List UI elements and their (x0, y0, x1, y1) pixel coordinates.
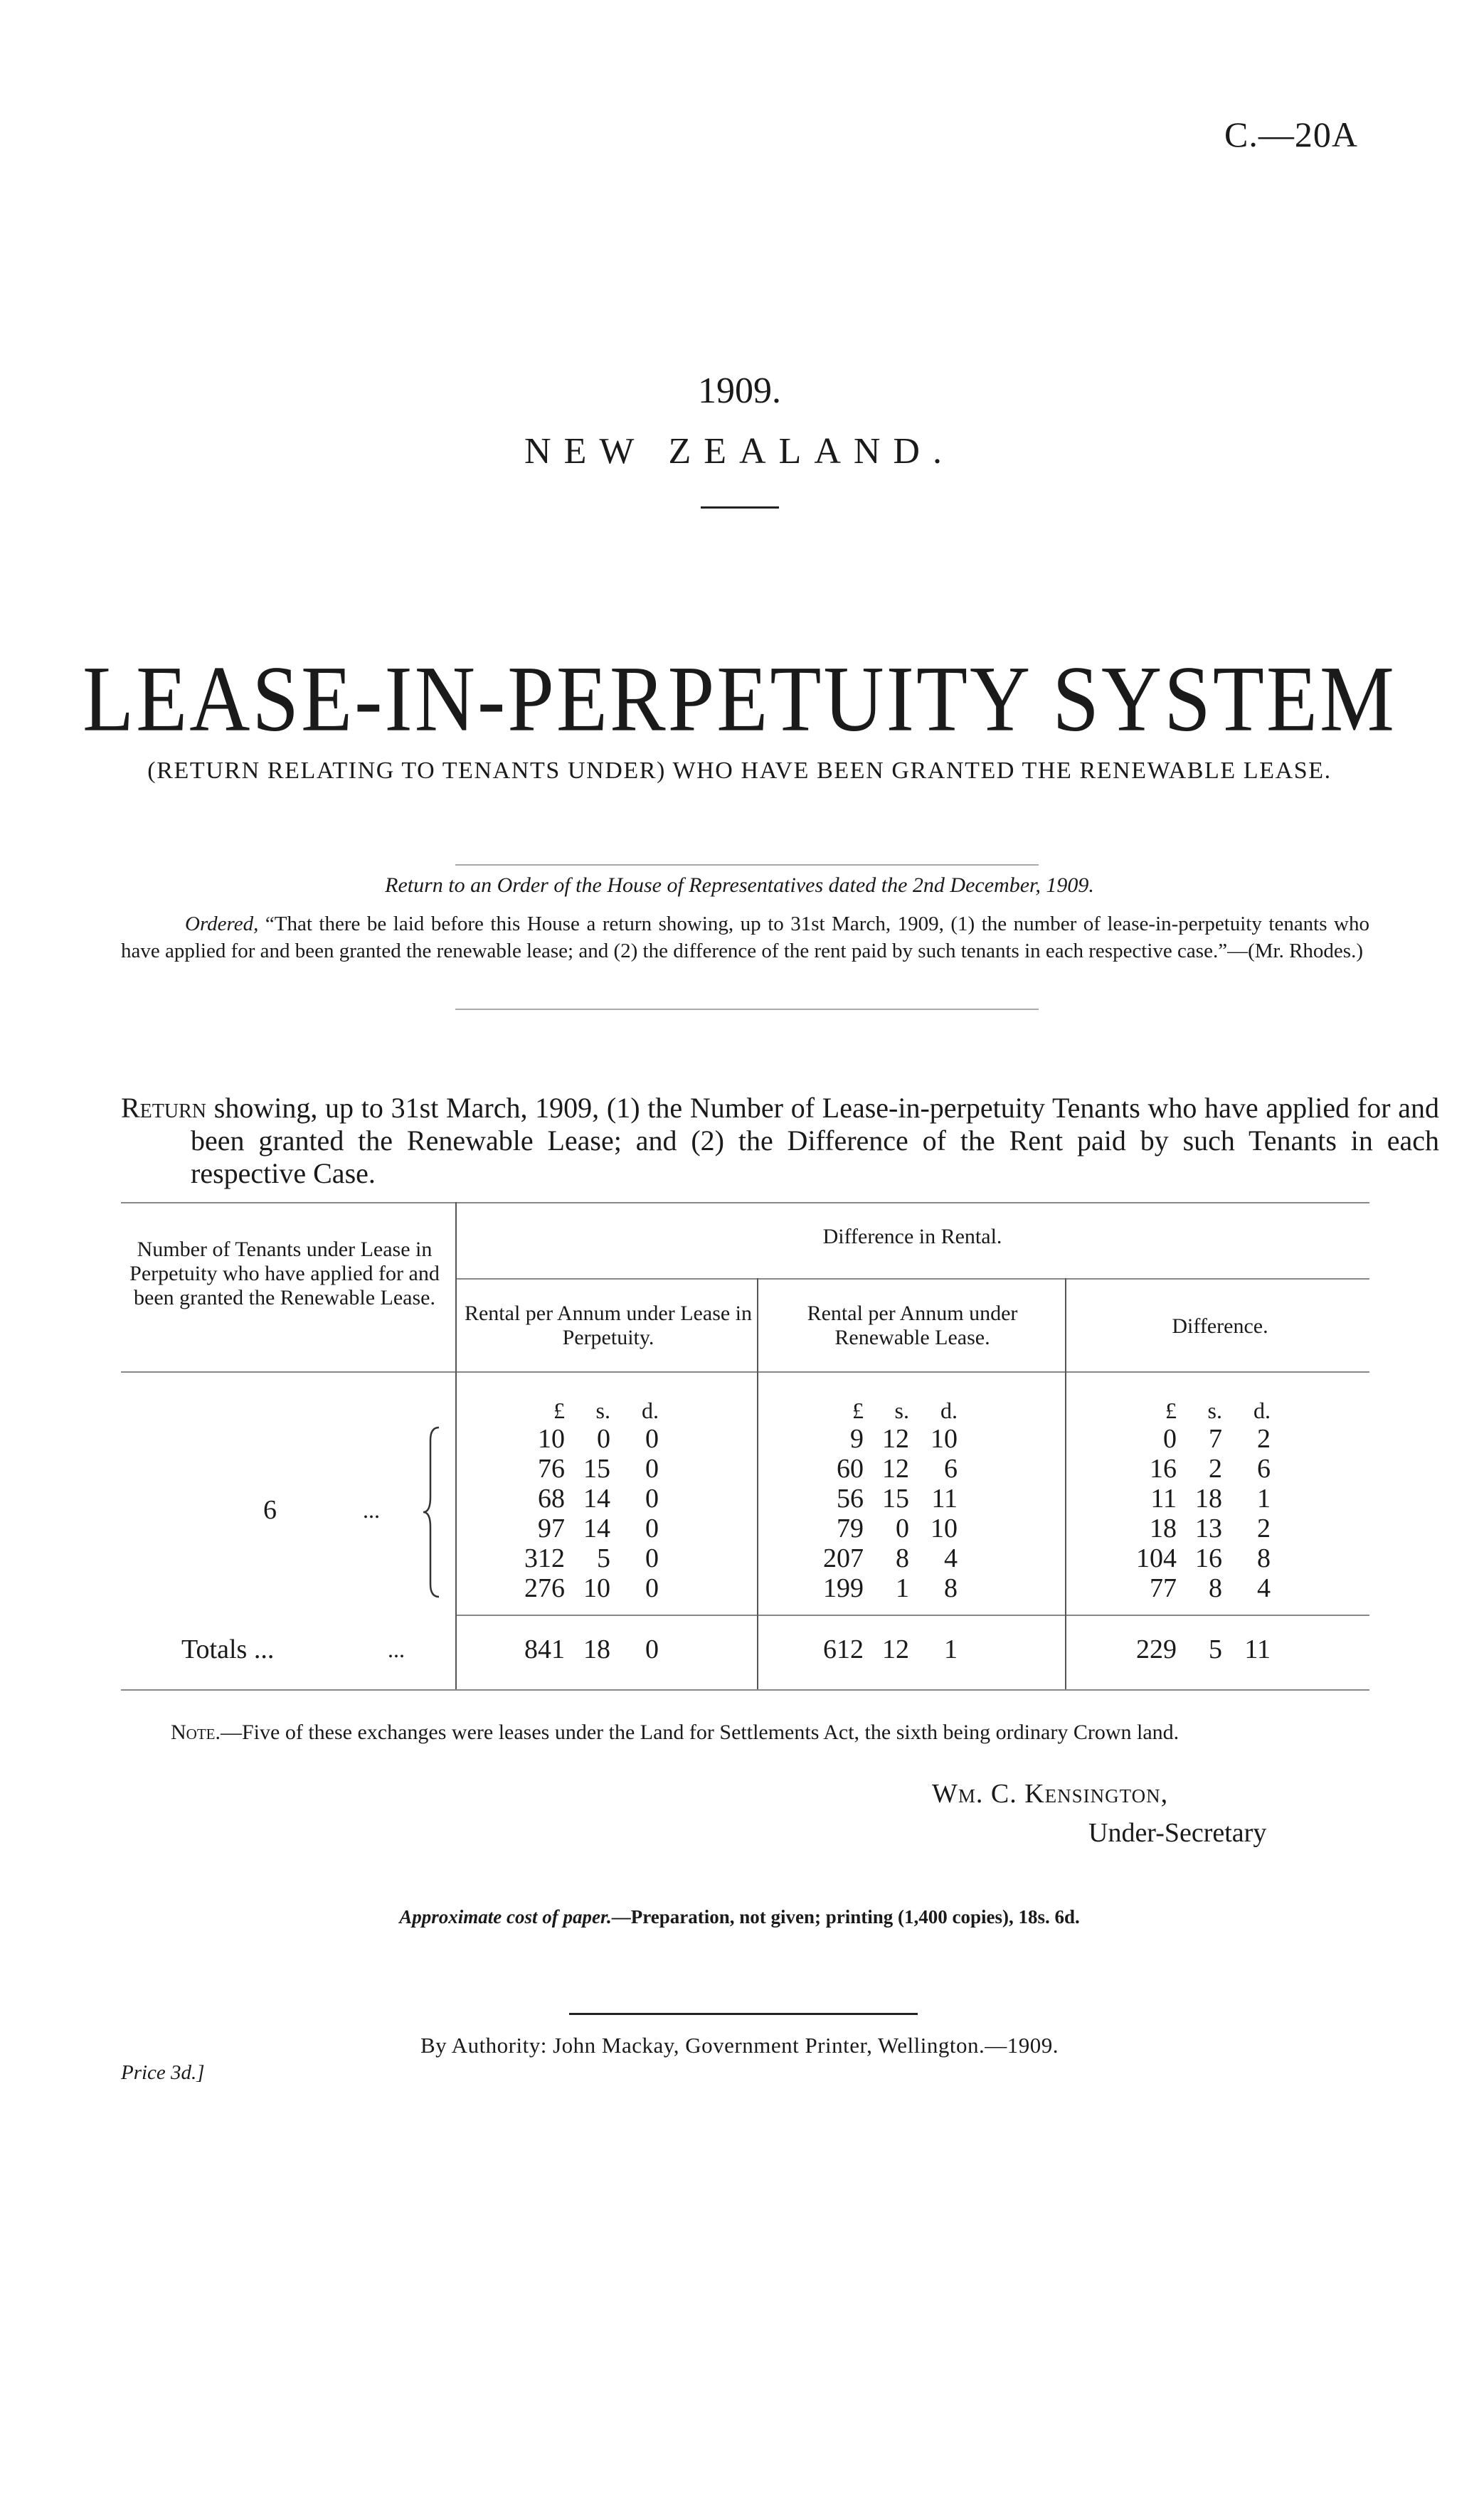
cell-shillings: 14 (583, 1514, 610, 1543)
cost-line (0, 1906, 1479, 1928)
cell-pence: 6 (944, 1454, 958, 1484)
row-renewable (804, 1543, 958, 1573)
row-renewable (804, 1454, 958, 1484)
totals-label: Totals ... (181, 1634, 275, 1664)
totals-pounds: 229 (1136, 1634, 1177, 1664)
note (121, 1720, 1369, 1745)
cell-pounds: 312 (524, 1543, 565, 1573)
totals-dots: ... (388, 1637, 405, 1662)
cell-shillings: 16 (1195, 1543, 1222, 1573)
row-renewable (804, 1484, 958, 1514)
cell-pence: 0 (645, 1454, 659, 1484)
header-rental-renewable: Rental per Annum under Renewable Lease. (807, 1302, 1018, 1349)
cell-pounds: 68 (538, 1484, 565, 1514)
unit-pounds: £ (1165, 1398, 1177, 1423)
cell-shillings: 13 (1195, 1514, 1222, 1543)
unit-pence: d. (642, 1398, 659, 1423)
row-renewable (804, 1573, 958, 1603)
cell-pence: 1 (1257, 1484, 1271, 1514)
header-tenants: Number of Tenants under Lease in Perpetuity who have applied for and been granted the Renewable Lease. (129, 1238, 440, 1309)
unit-shillings: s. (1207, 1398, 1222, 1423)
table-bottom-rule (121, 1689, 1369, 1691)
cell-pence: 4 (944, 1543, 958, 1573)
table-top-rule (121, 1202, 1369, 1203)
return-intro (121, 1092, 1439, 1190)
row-perpetuity (505, 1424, 659, 1454)
cell-pounds: 97 (538, 1514, 565, 1543)
header-difference: Difference. (1172, 1314, 1268, 1338)
totals-perpetuity (505, 1634, 659, 1664)
document-subtitle: (RETURN RELATING TO TENANTS UNDER) WHO HAVE BEEN GRANTED THE RENEWABLE LEASE. (147, 757, 1332, 784)
order-paragraph (121, 910, 1369, 964)
unit-pounds: £ (553, 1398, 565, 1423)
cell-pounds: 199 (823, 1573, 864, 1603)
divider (455, 1009, 1039, 1010)
row-perpetuity (505, 1454, 659, 1484)
price: Price 3d.] (121, 2061, 205, 2084)
totals-pence: 1 (944, 1634, 958, 1664)
row-perpetuity (505, 1514, 659, 1543)
cell-pounds: 10 (538, 1424, 565, 1454)
cell-pounds: 16 (1150, 1454, 1177, 1484)
order-label: Ordered, (185, 913, 259, 935)
cell-shillings: 1 (896, 1573, 909, 1603)
cell-pounds: 104 (1136, 1543, 1177, 1573)
cell-pounds: 77 (1150, 1573, 1177, 1603)
cell-shillings: 15 (583, 1454, 610, 1484)
unit-header-difference (1117, 1395, 1271, 1425)
cell-shillings: 7 (1209, 1424, 1222, 1454)
row-difference (1117, 1454, 1271, 1484)
cell-pounds: 276 (524, 1573, 565, 1603)
cell-shillings: 15 (882, 1484, 909, 1514)
totals-rule (455, 1615, 1369, 1616)
cell-pence: 2 (1257, 1514, 1271, 1543)
totals-pounds: 841 (524, 1634, 565, 1664)
divider (455, 864, 1039, 866)
column-rule (1065, 1278, 1066, 1689)
cell-pence: 4 (1257, 1573, 1271, 1603)
divider (701, 506, 779, 509)
header-difference-in-rental: Difference in Rental. (822, 1225, 1002, 1248)
cell-pence: 8 (1257, 1543, 1271, 1573)
cell-pence: 10 (931, 1514, 958, 1543)
cell-pence: 0 (645, 1484, 659, 1514)
year: 1909. (698, 371, 781, 411)
row-perpetuity (505, 1573, 659, 1603)
totals-shillings: 5 (1209, 1634, 1222, 1664)
row-perpetuity (505, 1484, 659, 1514)
unit-pence: d. (1253, 1398, 1271, 1423)
note-label: Note. (171, 1721, 221, 1744)
cell-pounds: 11 (1150, 1484, 1177, 1514)
row-difference (1117, 1484, 1271, 1514)
header-rental-perpetuity: Rental per Annum under Lease in Perpetuity. (464, 1302, 753, 1349)
row-difference (1117, 1543, 1271, 1573)
cell-pence: 0 (645, 1424, 659, 1454)
cell-shillings: 5 (597, 1543, 610, 1573)
unit-header-renewable (804, 1395, 958, 1425)
totals-shillings: 12 (882, 1634, 909, 1664)
tenant-count-dots: ... (363, 1497, 380, 1523)
rental-table (121, 1202, 1369, 1693)
cell-shillings: 0 (896, 1514, 909, 1543)
cell-shillings: 18 (1195, 1484, 1222, 1514)
unit-pounds: £ (852, 1398, 864, 1423)
cell-pence: 6 (1257, 1454, 1271, 1484)
row-perpetuity (505, 1543, 659, 1573)
row-difference (1117, 1573, 1271, 1603)
cell-pounds: 207 (823, 1543, 864, 1573)
unit-pence: d. (940, 1398, 958, 1423)
totals-pence: 0 (645, 1634, 659, 1664)
printer-authority: By Authority: John Mackay, Government Printer, Wellington.—1909. (420, 2033, 1059, 2058)
cell-shillings: 12 (882, 1454, 909, 1484)
column-rule (455, 1202, 457, 1689)
document-title: LEASE-IN-PERPETUITY SYSTEM (83, 647, 1396, 751)
divider (569, 2013, 918, 2015)
signature-name: Wm. C. Kensington, (932, 1779, 1169, 1809)
order-heading: Return to an Order of the House of Representatives dated the 2nd December, 1909. (385, 873, 1094, 897)
group-header-rule (455, 1278, 1369, 1280)
cell-shillings: 0 (597, 1424, 610, 1454)
totals-pence: 11 (1244, 1634, 1271, 1664)
row-difference (1117, 1514, 1271, 1543)
row-difference (1117, 1424, 1271, 1454)
cell-shillings: 10 (583, 1573, 610, 1603)
totals-difference (1117, 1634, 1271, 1664)
totals-pounds: 612 (823, 1634, 864, 1664)
return-text: showing, up to 31st March, 1909, (1) the Number of Lease-in-perpetuity Tenants who have applied for and been granted the Renewable Lease; and (2) the Difference of the Rent paid by such Tenants in each respective Case. (191, 1092, 1439, 1189)
return-word: Return (121, 1092, 207, 1124)
totals-shillings: 18 (583, 1634, 610, 1664)
cell-shillings: 8 (896, 1543, 909, 1573)
cell-pounds: 79 (837, 1514, 864, 1543)
cell-shillings: 2 (1209, 1454, 1222, 1484)
tenant-count: 6 (263, 1495, 277, 1525)
cell-pence: 10 (931, 1424, 958, 1454)
totals-renewable (804, 1634, 958, 1664)
cell-pence: 2 (1257, 1424, 1271, 1454)
cell-pence: 0 (645, 1543, 659, 1573)
cell-pence: 11 (931, 1484, 958, 1514)
signature-title: Under-Secretary (1088, 1818, 1267, 1848)
country-heading: NEW ZEALAND. (524, 431, 955, 472)
cell-pounds: 56 (837, 1484, 864, 1514)
column-rule (757, 1278, 758, 1689)
row-brace (423, 1426, 445, 1598)
paper-reference: C.—20A (1224, 115, 1358, 154)
cell-pence: 0 (645, 1573, 659, 1603)
order-text: “That there be laid before this House a return showing, up to 31st March, 1909, (1) the number of lease-in-perpetuity tenants who have applied for and been granted the renewable lease; and (2) the difference of the rent paid by such tenants in each respective case.”—(Mr. Rhodes.) (121, 913, 1369, 962)
cell-pounds: 9 (850, 1424, 864, 1454)
cost-label: Approximate cost of paper. (399, 1906, 612, 1928)
header-rule (121, 1371, 1369, 1373)
cell-pounds: 18 (1150, 1514, 1177, 1543)
row-renewable (804, 1514, 958, 1543)
cell-pence: 0 (645, 1514, 659, 1543)
unit-shillings: s. (595, 1398, 610, 1423)
cell-pence: 8 (944, 1573, 958, 1603)
row-renewable (804, 1424, 958, 1454)
unit-shillings: s. (894, 1398, 909, 1423)
cell-shillings: 12 (882, 1424, 909, 1454)
cost-text: —Preparation, not given; printing (1,400 copies), 18s. 6d. (611, 1906, 1080, 1928)
cell-pounds: 60 (837, 1454, 864, 1484)
cell-pounds: 76 (538, 1454, 565, 1484)
cell-shillings: 8 (1209, 1573, 1222, 1603)
cell-pounds: 0 (1163, 1424, 1177, 1454)
cell-shillings: 14 (583, 1484, 610, 1514)
unit-header-perpetuity (505, 1395, 659, 1425)
note-text: —Five of these exchanges were leases under the Land for Settlements Act, the sixth being ordinary Crown land. (221, 1721, 1180, 1744)
